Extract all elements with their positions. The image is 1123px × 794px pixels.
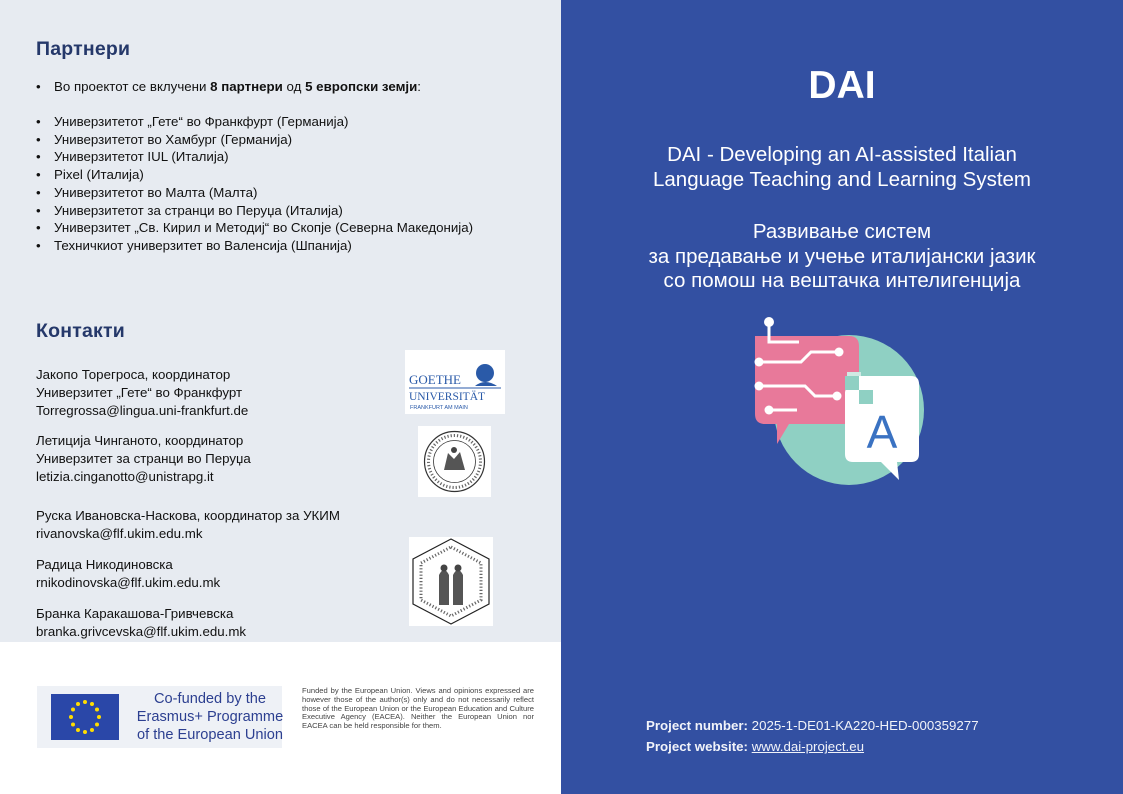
eu-disclaimer: Funded by the European Union. Views and opinions expressed are however those of the author(s) only and do not necessarily reflect those of the European Union or the European Education and Culture Executive Agency (EACEA). Neither the European Union nor EACEA can be held responsible for them. bbox=[302, 686, 534, 731]
goethe-logo-line3: FRANKFURT AM MAIN bbox=[410, 405, 468, 411]
ukim-seal bbox=[409, 537, 493, 626]
contact-entry-grivcevska: Бранка Каракашова-Гривчевска branka.grivcevska@flf.ukim.edu.mk bbox=[36, 606, 247, 639]
contact-entry-nikodinovska: Радица Никодиновска rnikodinovska@flf.ukim.edu.mk bbox=[36, 557, 221, 590]
cofunded-text: Co-funded by the Erasmus+ Programme of the European Union bbox=[136, 691, 284, 743]
left-panel bbox=[0, 0, 561, 642]
project-title-en: DAI - Developing an AI-assisted Italian Language Teaching and Learning System bbox=[652, 143, 1032, 191]
project-title-mk: Развивање систем за предавање и учење италијански јазик со помош на вештачка интелигенција bbox=[648, 220, 1036, 292]
contact-entry-cinganotto: Летиција Чинганото, координатор Универзитет за странци во Перуџа letizia.cinganotto@unistrapg.it bbox=[36, 433, 251, 484]
goethe-university-logo bbox=[405, 350, 505, 414]
contact-entry-torregrossa: Јакопо Торегроса, координатор Универзитет „Гете“ во Франкфурт Torregrossa@lingua.uni-frankfurt.de bbox=[36, 367, 249, 418]
ai-chat-icon bbox=[749, 314, 934, 489]
eu-flag-icon bbox=[51, 694, 119, 740]
list-item: • Универзитетот за странци во Перуџа (Италија) bbox=[36, 202, 343, 218]
project-number: 2025-1-DE01-KA220-HED-000359277 bbox=[751, 718, 979, 733]
project-number-label: Project number: bbox=[646, 718, 748, 733]
project-website-link[interactable]: www.dai-project.eu bbox=[751, 739, 865, 754]
partners-list bbox=[36, 113, 506, 255]
project-website-label: Project website: bbox=[646, 739, 748, 754]
right-cover-panel bbox=[561, 0, 1123, 794]
contacts-heading: Контакти bbox=[36, 320, 125, 342]
email-link[interactable]: Torregrossa@lingua.uni-frankfurt.de bbox=[36, 402, 249, 418]
list-item: • Техничкиот универзитет во Валенсија (Шпанија) bbox=[36, 237, 352, 253]
goethe-logo-line2: UNIVERSITÄT bbox=[409, 391, 486, 403]
list-item: • Pixel (Италија) bbox=[36, 167, 144, 183]
perugia-university-seal bbox=[418, 426, 491, 497]
email-link[interactable]: rivanovska@flf.ukim.edu.mk bbox=[36, 525, 203, 541]
list-item: • Универзитетот „Гете“ во Франкфурт (Германија) bbox=[36, 114, 349, 129]
goethe-portrait-icon bbox=[476, 364, 494, 382]
list-item: • Универзитетот IUL (Италија) bbox=[36, 149, 229, 165]
project-acronym: DAI bbox=[808, 64, 876, 107]
list-item: • Универзитет „Св. Кирил и Методиј“ во Скопје (Северна Македонија) bbox=[36, 220, 474, 236]
project-info bbox=[646, 715, 979, 757]
goethe-logo-line1: GOETHE bbox=[409, 372, 461, 387]
list-item: • Универзитетот во Малта (Малта) bbox=[36, 184, 258, 200]
email-link[interactable]: rnikodinovska@flf.ukim.edu.mk bbox=[36, 574, 221, 590]
email-link[interactable]: letizia.cinganotto@unistrapg.it bbox=[36, 468, 214, 484]
list-item: • Универзитетот во Хамбург (Германија) bbox=[36, 131, 293, 147]
partners-intro: • Во проектот се вклучени 8 партнери од 5 европски земји: bbox=[36, 79, 421, 94]
icon-letter: A bbox=[866, 406, 898, 458]
partners-heading: Партнери bbox=[36, 38, 131, 60]
email-link[interactable]: branka.grivcevska@flf.ukim.edu.mk bbox=[36, 623, 247, 639]
contact-entry-ivanovska: Руска Ивановска-Наскова, координатор за УКИМ rivanovska@flf.ukim.edu.mk bbox=[36, 508, 340, 541]
